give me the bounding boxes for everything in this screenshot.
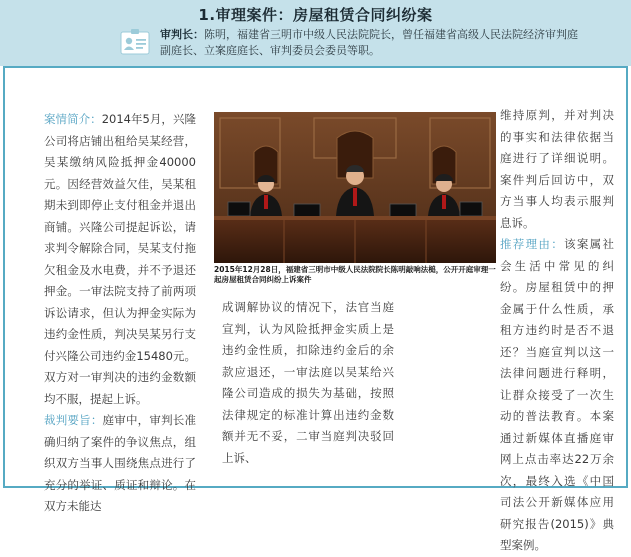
id-card-icon <box>120 29 150 55</box>
case-summary-text: 2014年5月，兴隆公司将店铺出租给吴某经营，吴某缴纳风险抵押金40000元。因经营效益欠佳，吴某租期未到即停止支付租金并退出商铺。兴隆公司提起诉讼，请求判令解除合同，吴某支付拖欠租金及水电费，并不予退还押金。一审法院支持了前两项诉讼请求，但认为押金实际为违约金性质，判决吴某另行支付兴隆公司违约金15480元。双方对一审判决的违约金数额均不服，提起上诉。 <box>44 112 196 406</box>
ruling-text-start: 庭审中，审判长准确归纳了案件的争议焦点，组织双方当事人围绕焦点进行了充分的举证、质证和辩论。在双方未能达 <box>44 413 197 513</box>
judge-description: 陈明，福建省三明市中级人民法院院长，曾任福建省高级人民法院经济审判庭副庭长、立案庭庭长、审判委员会委员等职。 <box>160 28 578 57</box>
header-band <box>0 0 631 66</box>
page-title: 1.审理案件：房屋租赁合同纠纷案 <box>198 6 433 24</box>
ruling-text-middle: 成调解协议的情况下，法官当庭宣判，认为风险抵押金实质上是违约金性质，扣除违约金后的余款应退还，一审法庭以吴某给兴隆公司造成的损失为基础，按照法律规定的标准计算出违约金数额并无不妥，二审当庭判决驳回上诉、 <box>222 300 394 465</box>
case-summary-label: 案情简介： <box>44 112 102 126</box>
article-column-left <box>44 109 196 518</box>
ruling-label: 裁判要旨： <box>44 413 103 427</box>
ruling-paragraph <box>44 410 196 518</box>
judge-bio <box>160 27 580 59</box>
ruling-text-end: 维持原判，并对判决的事实和法律依据当庭进行了详细说明。案件判后回访中，双方当事人均表示服判息诉。 <box>500 108 614 230</box>
article-column-middle <box>222 297 394 469</box>
reason-label: 推荐理由： <box>500 237 565 251</box>
judge-label: 审判长： <box>160 28 204 41</box>
article-column-right <box>500 105 614 557</box>
photo-caption: 2015年12月28日，福建省三明市中级人民法院院长陈明敲响法槌，公开开庭审理一起房屋租赁合同纠纷上诉案件 <box>214 265 496 284</box>
reason-text: 该案属社会生活中常见的纠纷。房屋租赁中的押金属于什么性质，承租方违约时是否不退还？当庭宣判以这一法律问题进行释明，让群众接受了一次生动的普法教育。本案通过新媒体直播庭审网上点击率达22万余次，最终入选《中国司法公开新媒体应用研究报告(2015)》典型案例。 <box>500 237 614 552</box>
courtroom-photo <box>214 112 496 263</box>
reason-paragraph <box>500 234 614 557</box>
case-summary-paragraph <box>44 109 196 410</box>
